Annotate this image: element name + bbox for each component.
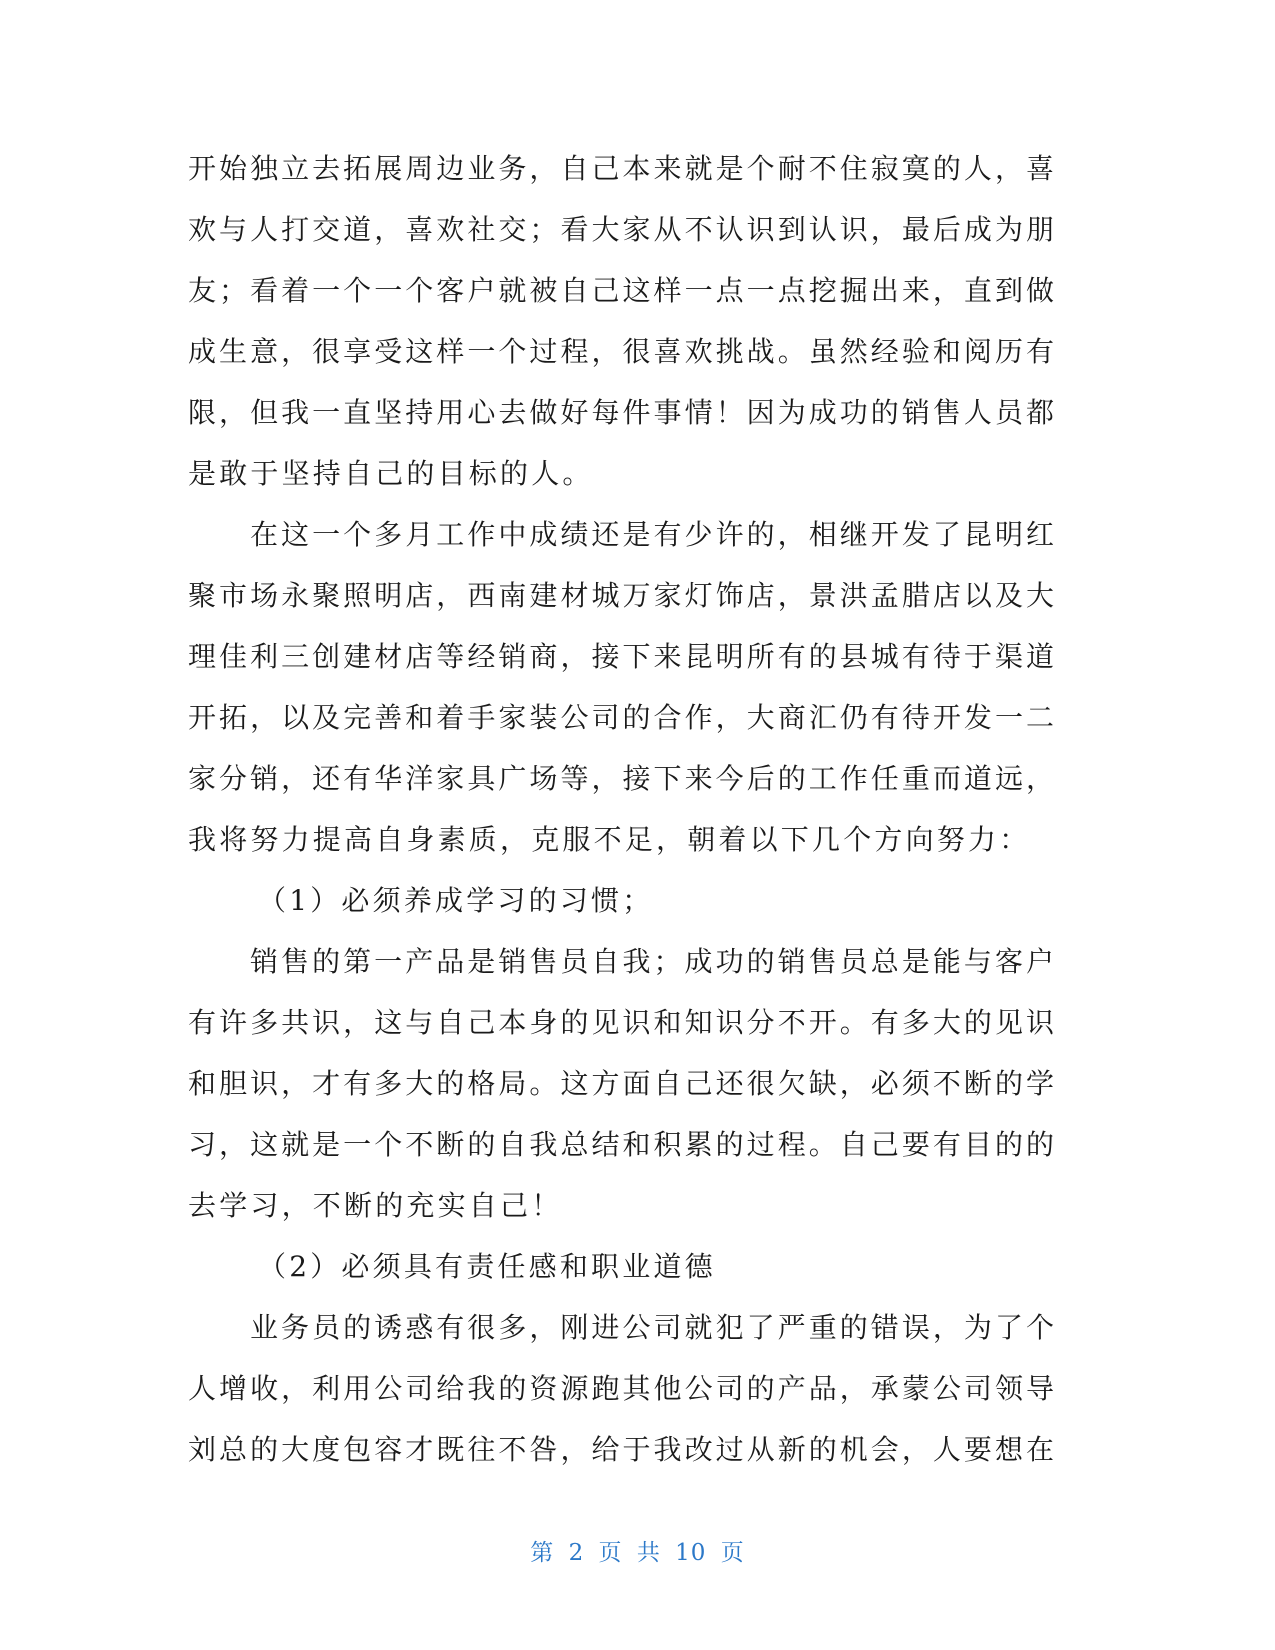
- text-line: 去学习，不断的充实自己！: [188, 1189, 563, 1222]
- body-text: [188, 138, 1054, 1480]
- text-line: 我将努力提高自身素质，克服不足，朝着以下几个方向努力：: [188, 823, 1031, 856]
- text-line: 理佳利三创建材店等经销商，接下来昆明所有的县城有待于渠道: [188, 640, 1054, 673]
- text-line: 业务员的诱惑有很多，刚进公司就犯了严重的错误，为了个: [250, 1311, 1054, 1344]
- text-line: 销售的第一产品是销售员自我；成功的销售员总是能与客户: [250, 945, 1054, 978]
- page-number-label: 第 2 页 共 10 页: [530, 1540, 745, 1566]
- text-line: 成生意，很享受这样一个过程，很喜欢挑战。虽然经验和阅历有: [188, 335, 1054, 368]
- text-line: 家分销，还有华洋家具广场等，接下来今后的工作任重而道远，: [188, 762, 1054, 795]
- section-heading: （2）必须具有责任感和职业道德: [258, 1250, 716, 1283]
- text-line: 刘总的大度包容才既往不咎，给于我改过从新的机会，人要想在: [188, 1433, 1054, 1466]
- text-line: 人增收，利用公司给我的资源跑其他公司的产品，承蒙公司领导: [188, 1372, 1054, 1405]
- text-line: 和胆识，才有多大的格局。这方面自己还很欠缺，必须不断的学: [188, 1067, 1054, 1100]
- text-line: 限，但我一直坚持用心去做好每件事情！因为成功的销售人员都: [188, 396, 1054, 429]
- text-line: 聚市场永聚照明店，西南建材城万家灯饰店，景洪孟腊店以及大: [188, 579, 1054, 612]
- text-line: 有许多共识，这与自己本身的见识和知识分不开。有多大的见识: [188, 1006, 1054, 1039]
- text-line: 欢与人打交道，喜欢社交；看大家从不认识到认识，最后成为朋: [188, 213, 1054, 246]
- text-line: 在这一个多月工作中成绩还是有少许的，相继开发了昆明红: [250, 518, 1054, 551]
- text-line: 开拓，以及完善和着手家装公司的合作，大商汇仍有待开发一二: [188, 701, 1054, 734]
- page-footer: [0, 1534, 1275, 1567]
- section-heading: （1）必须养成学习的习惯；: [258, 884, 654, 917]
- text-line: 友；看着一个一个客户就被自己这样一点一点挖掘出来，直到做: [188, 274, 1054, 307]
- text-line: 开始独立去拓展周边业务，自己本来就是个耐不住寂寞的人，喜: [188, 152, 1054, 185]
- text-line: 习，这就是一个不断的自我总结和积累的过程。自己要有目的的: [188, 1128, 1054, 1161]
- text-line: 是敢于坚持自己的目标的人。: [188, 457, 594, 490]
